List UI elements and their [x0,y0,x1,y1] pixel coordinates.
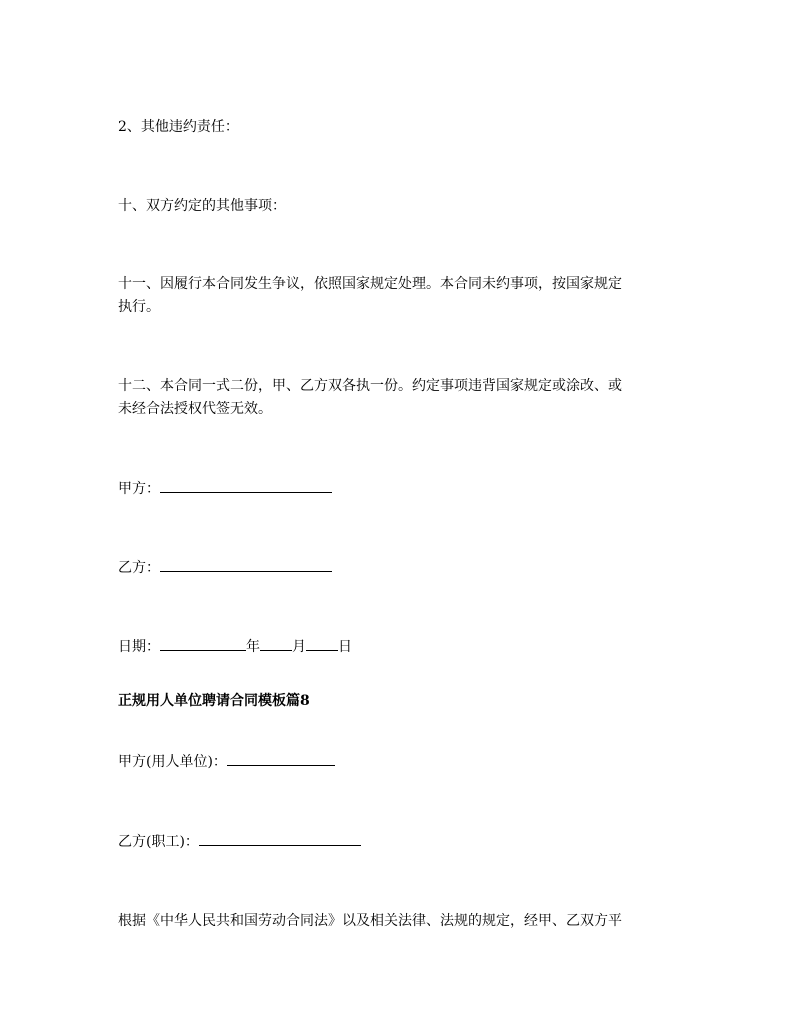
party-b-blank-field[interactable] [160,557,332,572]
date-row [118,636,352,658]
date-month-blank[interactable] [260,636,292,651]
clause-2-other-liability: 2、其他违约责任： [118,119,239,135]
employee-blank-field[interactable] [199,831,361,846]
clause-11-line-2: 执行。 [118,299,160,315]
party-a-blank-field[interactable] [160,478,332,493]
section-title: 正规用人单位聘请合同模板篇8 [118,693,310,709]
employer-label: 甲方(用人单位)： [118,754,227,770]
employee-row [118,831,361,853]
date-month-label: 月 [292,639,306,655]
date-day-blank[interactable] [306,636,338,651]
clause-12-line-2: 未经合法授权代签无效。 [118,401,272,417]
employer-blank-field[interactable] [227,751,335,766]
employee-label: 乙方(职工)： [118,834,199,850]
date-label: 日期： [118,639,160,655]
date-year-label: 年 [246,639,260,655]
date-day-label: 日 [338,639,352,655]
party-a-label: 甲方： [118,481,160,497]
clause-12-line-1: 十二、本合同一式二份，甲、乙方双各执一份。约定事项违背国家规定或涂改、或 [118,378,622,394]
party-a-signature-row [118,478,332,500]
intro-paragraph-line-1: 根据《中华人民共和国劳动合同法》以及相关法律、法规的规定，经甲、乙双方平 [118,913,622,929]
clause-11-line-1: 十一、因履行本合同发生争议，依照国家规定处理。本合同未约事项，按国家规定 [118,276,622,292]
employer-row [118,751,335,773]
date-year-blank[interactable] [160,636,246,651]
clause-10-other-matters: 十、双方约定的其他事项： [118,198,286,214]
party-b-label: 乙方： [118,560,160,576]
party-b-signature-row [118,557,332,579]
